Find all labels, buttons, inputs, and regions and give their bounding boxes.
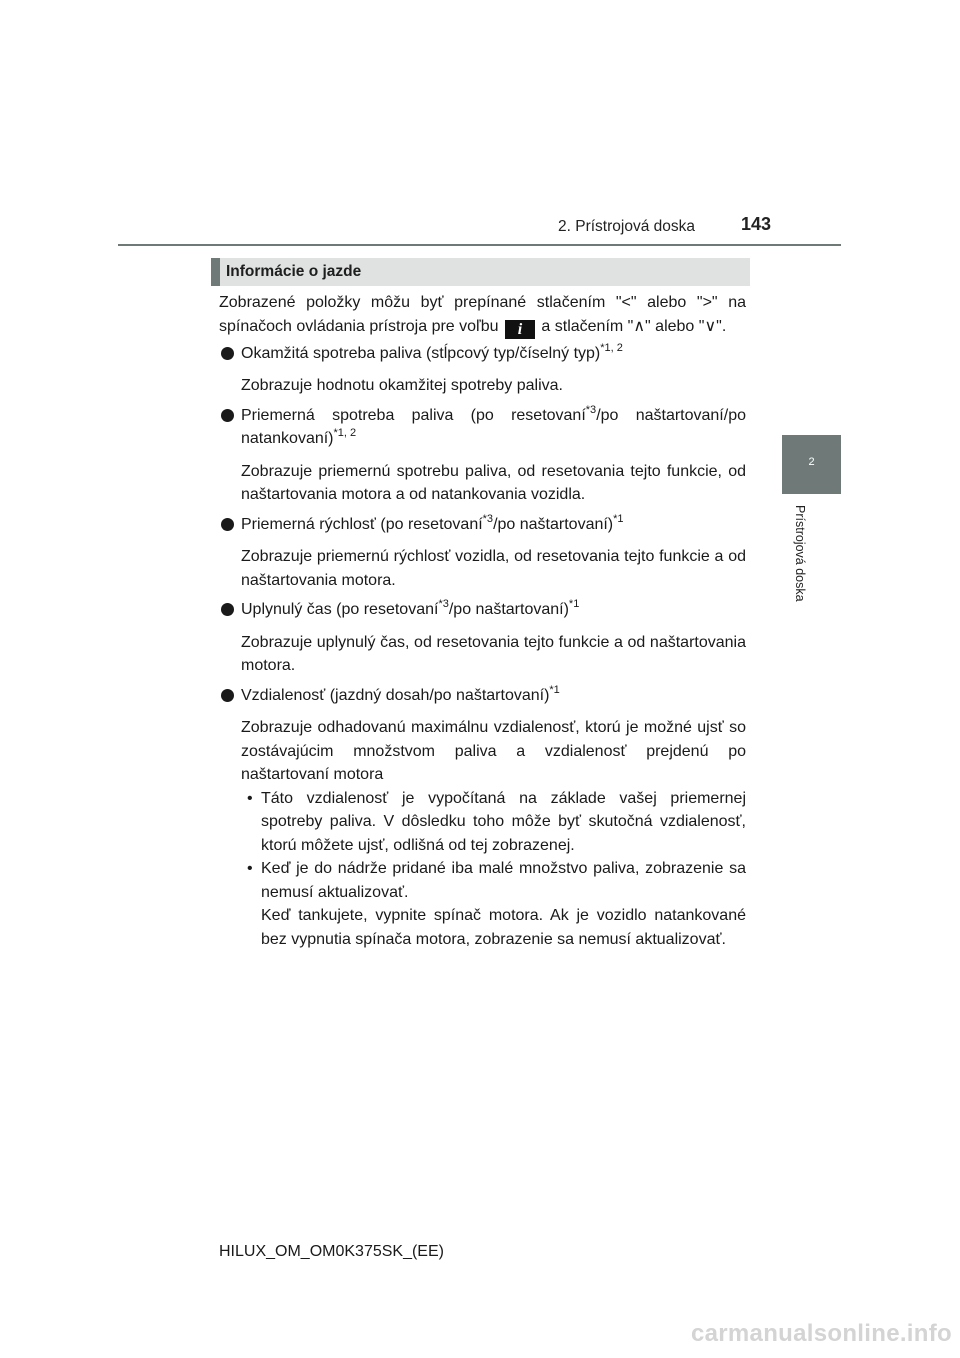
item-description: Zobrazuje odhadovanú maximálnu vzdialenosť, ktorú je možné ujsť so zostávajúcim množstvom paliva a vzdialenosť prejdenú po naštartovaní motora <box>241 719 746 783</box>
footnote-ref: *1, 2 <box>600 341 623 354</box>
item-title-rest: /po naštartovaní) <box>493 515 614 533</box>
item-title: Okamžitá spotreba paliva (stĺpcový typ/číselný typ) <box>241 344 601 362</box>
item-description: Zobrazuje hodnotu okamžitej spotreby paliva. <box>241 377 563 394</box>
bullet-dot-icon <box>221 409 234 422</box>
bullet-dot-icon <box>221 518 234 531</box>
note-text: Keď tankujete, vypnite spínač motora. Ak je vozidlo natankované bez vypnutia spínača motora, zobrazenie sa nemusí aktualizovať. <box>261 907 746 948</box>
watermark <box>0 1316 960 1358</box>
note-text: Táto vzdialenosť je vypočítaná na základe vašej priemernej spotreby paliva. V dôsledku toho môže byť skutočná vzdialenosť, ktorú môžete ujsť, odlišná od tej zobrazenej. <box>261 789 746 854</box>
footnote-ref: *3 <box>585 403 597 416</box>
list-item <box>219 598 746 622</box>
item-title: Priemerná spotreba paliva (po resetovaní <box>241 406 586 424</box>
item-title: Uplynulý čas (po resetovaní <box>241 601 439 618</box>
item-title-rest: /po naštartovaní) <box>448 601 569 618</box>
chapter-label: Prístrojová doska <box>793 505 807 602</box>
main-content <box>219 291 746 951</box>
note-item <box>219 857 746 904</box>
section-heading: Informácie o jazde <box>226 263 362 280</box>
note-bullet: • <box>247 789 253 807</box>
footnote-ref: *3 <box>438 598 449 610</box>
document-code: HILUX_OM_OM0K375SK_(EE) <box>219 1243 444 1260</box>
item-title: Vzdialenosť (jazdný dosah/po naštartovaní) <box>241 686 550 704</box>
footnote-ref: *3 <box>482 512 494 525</box>
section-heading-accent <box>211 258 220 286</box>
chapter-tab: 2 <box>782 435 841 494</box>
intro-text-2: a stlačením "∧" alebo "∨". <box>541 317 727 335</box>
note-continuation <box>219 904 746 951</box>
footnote-ref: *1, 2 <box>333 427 357 439</box>
item-title-rest: /po naštartovaní/po natankovaní) <box>241 406 746 447</box>
info-button-icon: i <box>505 320 535 339</box>
footnote-ref: *1 <box>568 598 580 610</box>
footnote-ref: *1 <box>549 683 560 696</box>
intro-text-1: Zobrazené položky môžu byť prepínané stlačením "<" alebo ">" na spínačoch ovládania prístroja pre voľbu <box>219 294 746 335</box>
item-description: Zobrazuje priemernú rýchlosť vozidla, od resetovania tejto funkcie a od naštartovania motora. <box>241 548 746 589</box>
list-item <box>219 404 746 451</box>
footnote-ref: *1 <box>613 512 624 525</box>
list-item <box>219 513 746 537</box>
section-heading-bar <box>211 258 750 286</box>
header-section-title: 2. Prístrojová doska <box>558 218 695 235</box>
list-item <box>219 684 746 708</box>
intro-paragraph <box>219 291 746 339</box>
watermark-text: carmanualsonline.info <box>690 1320 952 1347</box>
list-item <box>219 342 746 366</box>
note-text: Keď je do nádrže pridané iba malé množstvo paliva, zobrazenie sa nemusí aktualizovať. <box>261 860 746 901</box>
note-bullet: • <box>247 860 253 877</box>
item-title: Priemerná rýchlosť (po resetovaní <box>241 515 483 533</box>
note-item <box>219 787 746 858</box>
bullet-dot-icon <box>221 689 234 702</box>
bullet-dot-icon <box>221 347 234 360</box>
page-number: 143 <box>741 214 772 234</box>
item-description: Zobrazuje uplynulý čas, od resetovania tejto funkcie a od naštartovania motora. <box>241 633 746 674</box>
item-description: Zobrazuje priemernú spotrebu paliva, od resetovania tejto funkcie, od naštartovania motora a od natankovania vozidla. <box>241 462 746 503</box>
bullet-dot-icon <box>221 603 234 616</box>
page-header <box>0 0 960 250</box>
header-divider <box>118 244 841 246</box>
